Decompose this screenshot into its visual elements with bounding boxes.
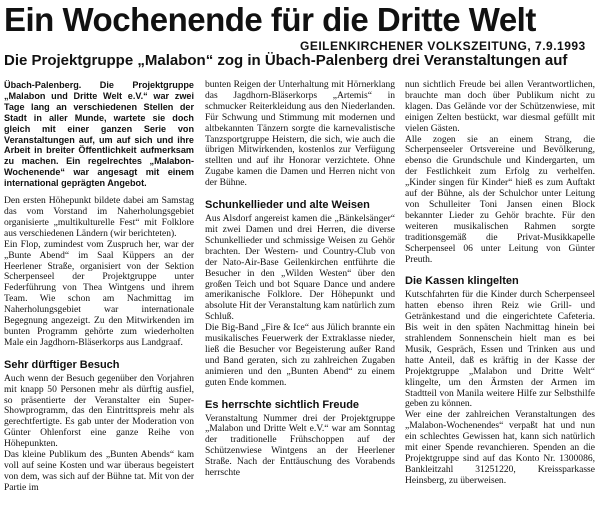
article-column-1 <box>4 80 194 513</box>
section-heading: Die Kassen klingelten <box>405 275 519 288</box>
section-heading: Es herrschte sichtlich Freude <box>205 398 360 411</box>
headline: Ein Wochenende für die Dritte Welt <box>4 1 536 38</box>
subheadline: Die Projektgruppe „Malabon“ zog in Übach-Palenberg drei Veranstaltungen auf <box>4 52 568 69</box>
paragraph: Das kleine Publikum des „Bunten Abends“ kam voll auf seine Kosten und war überaus begeistert von dem, was sich auf der Bühne tat. Mit von der Partie im <box>4 449 194 493</box>
section-heading: Sehr dürftiger Besuch <box>4 358 120 371</box>
lead-paragraph: Übach-Palenberg. Die Projektgruppe „Malabon und Dritte Welt e.V.“ war zwei Tage lang an verschiedenen Stellen der Stadt in aller Munde, wartete sie doch gleich mit einer ganzen Serie von Veranstaltungen auf, um auf sich und ihre Arbeit in breiter Öffentlichkeit aufmerksam zu machen. Ein regelrechtes „Malabon-Wochenende“ war angesagt mit einem international geprägten Angebot. <box>4 80 194 189</box>
paragraph: Alle zogen sie an einem Strang, die Scherpenseeler Ortsvereine und Bevölkerung, ebenso die Grundschule und Kindergarten, um der Festlichkeit zum Erfolg zu verhelfen. „Kinder singen für Kinder“ hieß es zum Auftakt auf der Bühne, als der Schulchor unter Leitung von Schulleiter Toni Jansen einen Block bekannter Lieder zu Gehör brachte. Für den weiteren musikalischen Rahmen sorgte traditionsgemäß die Privat-Musikkapelle Scherpenseel 06 unter Leitung von Günter Preuth. <box>405 133 595 265</box>
paragraph: Auch wenn der Besuch gegenüber den Vorjahren mit knapp 50 Personen mehr als dürftig ausfiel, so präsentierte der Veranstalter ein Super-Showprogramm, das den Eintrittspreis mehr als gerechtfertigte. Es gab unter der Moderation von Günter Ohlenforst eine ganze Reihe von Höhepunkten. <box>4 372 194 450</box>
paragraph: Den ersten Höhepunkt bildete dabei am Samstag das vom Vorstand im Naherholungsgebiet organisierte „multikulturelle Fest“ mit Folklore aus verschiedenen Ländern (wir berichteten). <box>4 195 194 239</box>
article-column-2 <box>205 80 395 513</box>
paragraph: Aus Alsdorf angereist kamen die „Bänkelsänger“ mit zwei Damen und drei Herren, die diverse Schunkellieder und schmissige Weisen zu Gehör brachten. Der Western- und Country-Club von der Nato-Air-Base Geilenkirchen entführte die Besucher in den „Wilden Westen“ über den großen Teich und bot Square Dance und andere amerikanische Folklore. Der Höhepunkt und absolute Hit der Veranstaltung kam natürlich zum Schluß. <box>205 213 395 323</box>
paragraph: Ein Flop, zumindest vom Zuspruch her, war der „Bunte Abend“ im Saal Küppers an der Heerlener Straße, organisiert von der Sektion Scherpenseel der Projektgruppe unter Federführung von Thea Wintgens und ihrem Team. Wie schon am Nachmittag im Naherholungsgebiet war internationale Begegnung angezeigt. Zu den Mitwirkenden im bunten Programm gehörte zum wiederholten Male ein Jagdhorn-Bläserkorps aus Landgraaf. <box>4 238 194 348</box>
source-line: GEILENKIRCHENER VOLKSZEITUNG, 7.9.1993 <box>300 39 586 53</box>
paragraph: Kutschfahrten für die Kinder durch Scherpenseel hatten ebenso ihren Reiz wie Grill- und Getränkestand und die eingerichtete Cafeteria. Bis weit in den späten Nachmittag hinein bei strahlendem Sonnenschein hielt man es bei Musik, Gespräch, Essen und Trinken aus und hatte Anteil, daß es kräftig in der Kasse der Projektgruppe „Malabon und Dritte Welt“ klingelte, um den Ärmsten der Armen im Stadtteil von Manila weitere Hilfe zur Selbsthilfe geben zu können. <box>405 289 595 410</box>
section-heading: Schunkellieder und alte Weisen <box>205 199 370 212</box>
paragraph: bunten Reigen der Unterhaltung mit Hörnerklang das Jagdhorn-Bläserkorps „Artemis“ in schmucker Reiterkleidung aus den Niederlanden. Für Schwung und Stimmung mit modernen und altbekannten Tänzern sorgte die karnevalistische Tanzsportgruppe Heistern, die sich, wie auch die übrigen Mitwirkenden, kostenlos zur Verfügung stellten und auf ihr Honorar verzichtete. Ohne Zugabe kamen die Damen und Herren nicht von der Bühne. <box>205 80 395 189</box>
article-column-3 <box>405 80 595 513</box>
paragraph: Wer eine der zahlreichen Veranstaltungen des „Malabon-Wochenendes“ verpaßt hat und nun ein schlechtes Gewissen hat, kann sich natürlich mit einer Spende revanchieren. Spenden an die Projektgruppe sind auf das Konto Nr. 1300086, Bankleitzahl 31251220, Kreissparkasse Heinsberg, zu überweisen. <box>405 409 595 486</box>
paragraph: Die Big-Band „Fire & Ice“ aus Jülich brannte ein musikalisches Feuerwerk der Extraklasse nieder, ließ die Besucher vor Begeisterung außer Rand und Band geraten, sich zu zahlreichen Zugaben animieren und den „Bunten Abend“ zu einem guten Ende kommen. <box>205 322 395 388</box>
paragraph: Veranstaltung Nummer drei der Projektgruppe „Malabon und Dritte Welt e.V.“ war am Sonntag der traditionelle Frühschoppen auf der Schützenwiese Wintgens an der Heerlener Straße. Nach der Enttäuschung des Vorabends herrschte <box>205 412 395 479</box>
paragraph: nun sichtlich Freude bei allen Verantwortlichen, brauchte man doch über Publikum nicht zu klagen. Das Gelände vor der Schützenwiese, mit einigen Zelten bestückt, war diesmal gefüllt mit vielen Gästen. <box>405 80 595 134</box>
